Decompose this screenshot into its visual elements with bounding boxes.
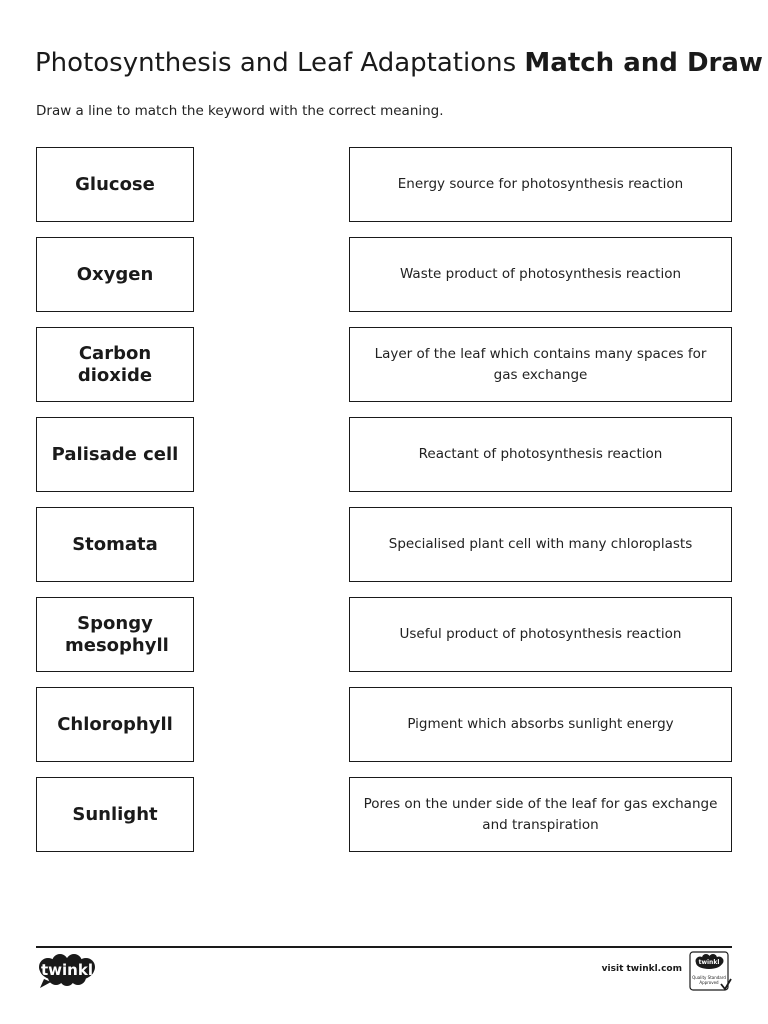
meaning-box-useful-product[interactable] <box>349 597 732 672</box>
keyword-box-palisade-cell[interactable] <box>36 417 194 492</box>
meaning-label: Energy source for photosynthesis reaction <box>397 176 684 192</box>
badge-caption: Quality Standard Approved <box>692 975 726 985</box>
keyword-box-spongy-mesophyll[interactable] <box>36 597 194 672</box>
instruction-text: Draw a line to match the keyword with the correct meaning. <box>36 103 444 119</box>
meaning-box-energy-source[interactable] <box>349 147 732 222</box>
keyword-label: Sunlight <box>72 803 158 825</box>
meaning-box-waste-product[interactable] <box>349 237 732 312</box>
badge-frame-icon <box>689 951 732 992</box>
twinkl-logo <box>36 953 98 991</box>
keyword-label: Spongy mesophyll <box>65 612 169 656</box>
badge-logo-text: twinkl <box>698 959 720 966</box>
keyword-box-carbon-dioxide[interactable] <box>36 327 194 402</box>
footer-divider <box>36 946 732 948</box>
keyword-label: Chlorophyll <box>57 713 173 735</box>
keyword-label: Carbon dioxide <box>77 342 153 386</box>
keyword-label: Palisade cell <box>51 443 179 465</box>
meaning-label: Layer of the leaf which contains many spaces for gas exchange <box>374 345 707 383</box>
keyword-box-oxygen[interactable] <box>36 237 194 312</box>
meaning-box-pigment[interactable] <box>349 687 732 762</box>
meaning-box-leaf-layer[interactable] <box>349 327 732 402</box>
quality-approved-badge-icon <box>689 951 732 992</box>
meaning-box-reactant[interactable] <box>349 417 732 492</box>
meaning-label: Reactant of photosynthesis reaction <box>418 446 663 462</box>
meaning-label: Waste product of photosynthesis reaction <box>399 266 682 282</box>
logo-wordmark: twinkl <box>41 961 93 979</box>
keyword-label: Glucose <box>75 173 155 195</box>
keyword-box-sunlight[interactable] <box>36 777 194 852</box>
keyword-box-stomata[interactable] <box>36 507 194 582</box>
keyword-label: Oxygen <box>76 263 154 285</box>
meaning-box-pores[interactable] <box>349 777 732 852</box>
keyword-box-glucose[interactable] <box>36 147 194 222</box>
page-title <box>35 44 763 82</box>
meaning-label: Pores on the under side of the leaf for gas exchange and transpiration <box>363 795 718 833</box>
title-bold: Match and Draw <box>524 48 763 78</box>
title-regular: Photosynthesis and Leaf Adaptations <box>35 48 517 78</box>
keyword-label: Stomata <box>72 533 158 555</box>
keyword-box-chlorophyll[interactable] <box>36 687 194 762</box>
meaning-label: Pigment which absorbs sunlight energy <box>407 716 674 732</box>
meaning-label: Specialised plant cell with many chloroplasts <box>388 536 693 552</box>
meaning-label: Useful product of photosynthesis reaction <box>399 626 682 642</box>
meaning-box-specialised-cell[interactable] <box>349 507 732 582</box>
footer-site-link[interactable]: visit twinkl.com <box>601 964 682 974</box>
